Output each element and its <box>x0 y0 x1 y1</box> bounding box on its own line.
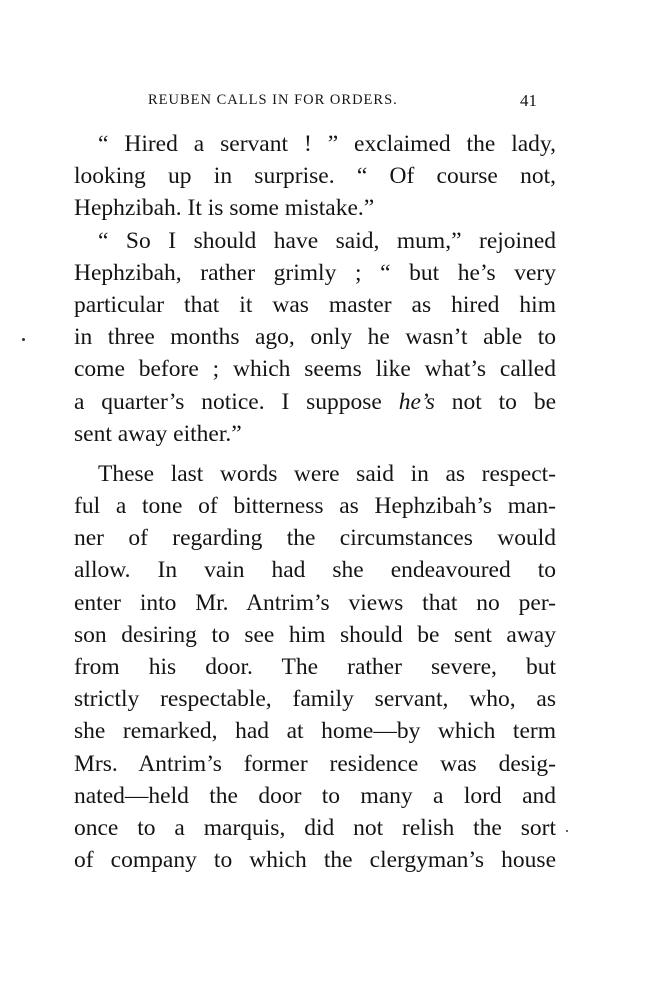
text-line: enter into Mr. Antrim’s views that no per- <box>74 589 556 616</box>
running-head <box>0 92 662 116</box>
text-run: a quarter’s notice. I suppose <box>74 388 399 415</box>
text-line: come before ; which seems like what’s called <box>74 356 556 383</box>
text-line: “ Hired a servant ! ” exclaimed the lady, <box>98 131 556 157</box>
text-line: sent away either.” <box>74 420 242 447</box>
paragraph <box>74 128 556 225</box>
text-line: strictly respectable, family servant, who, as <box>74 686 556 713</box>
text-line: Hephzibah, rather grimly ; “ but he’s very <box>74 259 556 286</box>
italic-word: he’s <box>398 388 435 415</box>
paragraph-gap <box>74 450 556 458</box>
text-line: from his door. The rather severe, but <box>74 654 556 680</box>
text-line: Hephzibah. It is some mistake.” <box>74 195 375 222</box>
body-text <box>74 128 556 876</box>
paragraph <box>74 225 556 450</box>
text-line: ful a tone of bitterness as Hephzibah’s man- <box>74 493 556 520</box>
text-line-with-italic <box>74 386 556 418</box>
text-line: in three months ago, only he wasn’t able to <box>74 324 556 351</box>
text-line: she remarked, had at home—by which term <box>74 718 556 745</box>
text-line: These last words were said in as respect- <box>98 460 556 487</box>
running-head-title: REUBEN CALLS IN FOR ORDERS. <box>148 92 398 108</box>
text-line: allow. In vain had she endeavoured to <box>74 557 556 584</box>
text-line: son desiring to see him should be sent away <box>74 621 556 648</box>
scan-speck <box>566 830 568 832</box>
text-line: looking up in surprise. “ Of course not, <box>74 163 556 190</box>
scan-speck <box>22 338 25 341</box>
text-line: nated—held the door to many a lord and <box>74 782 556 809</box>
text-line: once to a marquis, did not relish the sort <box>74 814 556 841</box>
text-line: ner of regarding the circumstances would <box>74 525 556 552</box>
text-run: not to be <box>434 388 556 415</box>
page-number: 41 <box>520 91 537 110</box>
text-line: “ So I should have said, mum,” rejoined <box>98 227 556 254</box>
paragraph <box>74 458 556 876</box>
text-line: of company to which the clergyman’s house <box>74 847 556 874</box>
text-line: particular that it was master as hired him <box>74 291 556 318</box>
text-line: Mrs. Antrim’s former residence was desig- <box>74 750 556 777</box>
